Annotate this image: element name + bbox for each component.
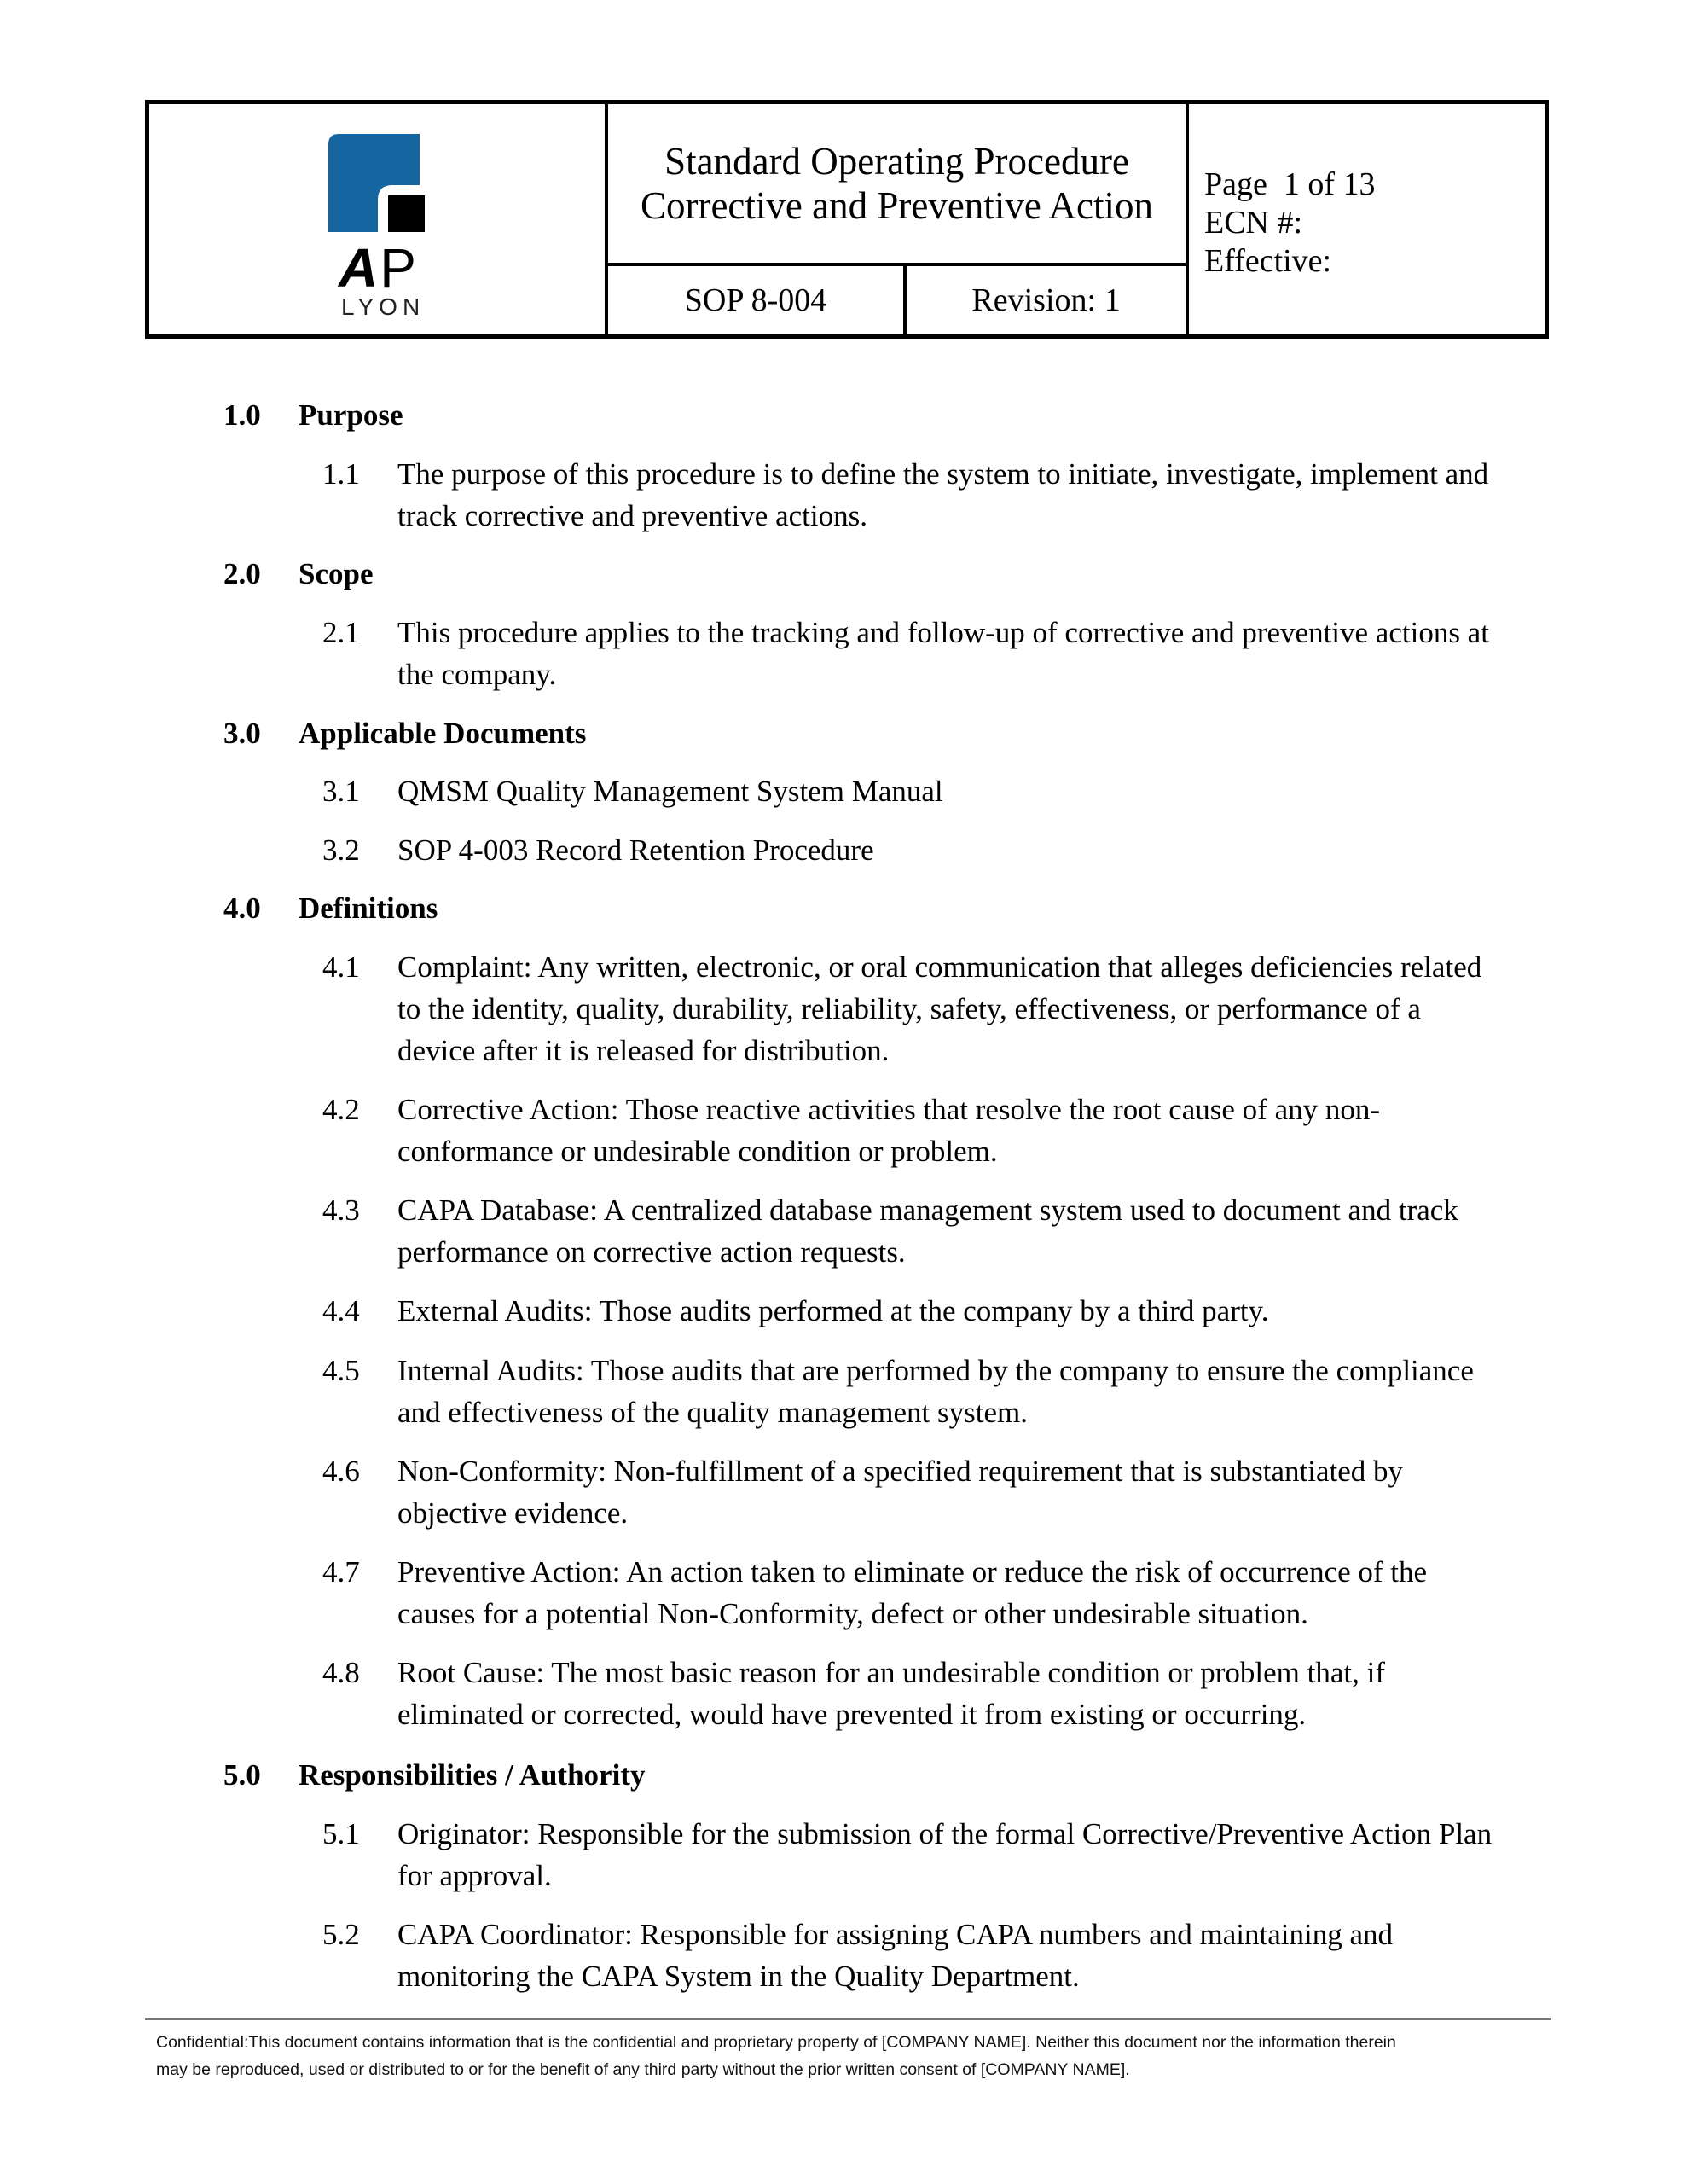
item-number: 4.6: [322, 1455, 360, 1488]
item-text: Corrective Action: Those reactive activities that resolve the root cause of any non-conformance or undesirable condition or problem.: [397, 1093, 1381, 1168]
item-text: Root Cause: The most basic reason for an undesirable condition or problem that, if eliminated or corrected, would have prevented it from existing or occurring.: [397, 1656, 1385, 1731]
item-text: The purpose of this procedure is to define the system to initiate, investigate, implement and track corrective and preventive actions.: [397, 457, 1489, 532]
section-number: 5.0: [223, 1758, 261, 1792]
list-item: [322, 612, 1499, 695]
list-item: [322, 946, 1499, 1072]
footer-divider: [145, 2018, 1551, 2020]
list-item: [322, 1914, 1499, 1997]
list-item: [322, 770, 1499, 812]
list-item: [322, 453, 1499, 537]
item-number: 4.7: [322, 1555, 360, 1589]
section-number: 1.0: [223, 398, 261, 432]
list-item: [322, 1450, 1499, 1534]
item-text: CAPA Coordinator: Responsible for assigning CAPA numbers and maintaining and monitoring the CAPA System in the Quality Department.: [397, 1918, 1393, 1993]
item-number: 4.1: [322, 950, 360, 984]
item-number: 4.8: [322, 1656, 360, 1689]
footer-line-1: Confidential:This document contains information that is the confidential and proprietary property of [COMPANY NAME]. Neither this document nor the information therein: [156, 2033, 1396, 2052]
list-item: [322, 1652, 1499, 1735]
item-text: Originator: Responsible for the submission of the formal Corrective/Preventive Action Plan for approval.: [397, 1817, 1493, 1892]
item-number: 3.2: [322, 834, 360, 867]
title-line-2: Corrective and Preventive Action: [640, 184, 1154, 227]
item-number: 4.2: [322, 1093, 360, 1126]
list-item: [322, 1290, 1499, 1332]
section-title: Scope: [299, 557, 374, 590]
page-meta: [1189, 104, 1545, 334]
confidentiality-footer: [156, 2029, 1555, 2083]
list-item: [322, 1089, 1499, 1172]
item-text: This procedure applies to the tracking and follow-up of corrective and preventive actions at the company.: [397, 616, 1489, 691]
logo-black-square: [388, 195, 425, 232]
item-text: Non-Conformity: Non-fulfillment of a specified requirement that is substantiated by objective evidence.: [397, 1455, 1404, 1530]
item-number: 4.4: [322, 1294, 360, 1327]
list-item: [322, 1551, 1499, 1635]
section-title: Responsibilities / Authority: [299, 1758, 646, 1792]
list-item: [322, 829, 1499, 871]
section-number: 3.0: [223, 717, 261, 750]
section-number: 4.0: [223, 892, 261, 925]
logo-subtitle: LYON: [341, 293, 426, 320]
page-count: Page 1 of 13: [1204, 166, 1376, 202]
item-text: CAPA Database: A centralized database management system used to document and track performance on corrective action requests.: [397, 1194, 1458, 1269]
item-number: 4.5: [322, 1354, 360, 1387]
footer-line-2: may be reproduced, used or distributed to or for the benefit of any third party without the prior written consent of [COMPANY NAME].: [156, 2060, 1130, 2079]
item-text: External Audits: Those audits performed at the company by a third party.: [397, 1294, 1269, 1327]
item-number: 5.2: [322, 1918, 360, 1951]
section-title: Definitions: [299, 892, 438, 925]
document-title: [608, 104, 1189, 266]
item-text: Preventive Action: An action taken to eliminate or reduce the risk of occurrence of the causes for a potential Non-Conformity, defect or other undesirable situation.: [397, 1555, 1428, 1630]
item-number: 3.1: [322, 775, 360, 808]
revision: Revision: 1: [907, 266, 1189, 334]
logo-cell: [149, 104, 608, 334]
item-text: QMSM Quality Management System Manual: [397, 775, 943, 808]
item-number: 2.1: [322, 616, 360, 649]
title-line-1: Standard Operating Procedure: [664, 140, 1129, 183]
document-header: [145, 100, 1549, 339]
list-item: [322, 1813, 1499, 1896]
item-text: Complaint: Any written, electronic, or oral communication that alleges deficiencies related to the identity, quality, durability, reliability, safety, effectiveness, or performance of a device after it is released for distribution.: [397, 950, 1482, 1067]
item-text: SOP 4-003 Record Retention Procedure: [397, 834, 874, 867]
logo-wordmark: AP: [339, 237, 418, 299]
item-number: 4.3: [322, 1194, 360, 1227]
company-logo-icon: [328, 134, 426, 232]
list-item: [322, 1189, 1499, 1273]
section-title: Applicable Documents: [299, 717, 587, 750]
sop-number: SOP 8-004: [608, 266, 907, 334]
item-number: 1.1: [322, 457, 360, 491]
list-item: [322, 1350, 1499, 1433]
ecn-number: ECN #:: [1204, 205, 1303, 241]
section-number: 2.0: [223, 557, 261, 590]
item-number: 5.1: [322, 1817, 360, 1850]
section-title: Purpose: [299, 398, 403, 432]
effective-date: Effective:: [1204, 243, 1332, 279]
item-text: Internal Audits: Those audits that are performed by the company to ensure the compliance and effectiveness of the quality management system.: [397, 1354, 1474, 1429]
